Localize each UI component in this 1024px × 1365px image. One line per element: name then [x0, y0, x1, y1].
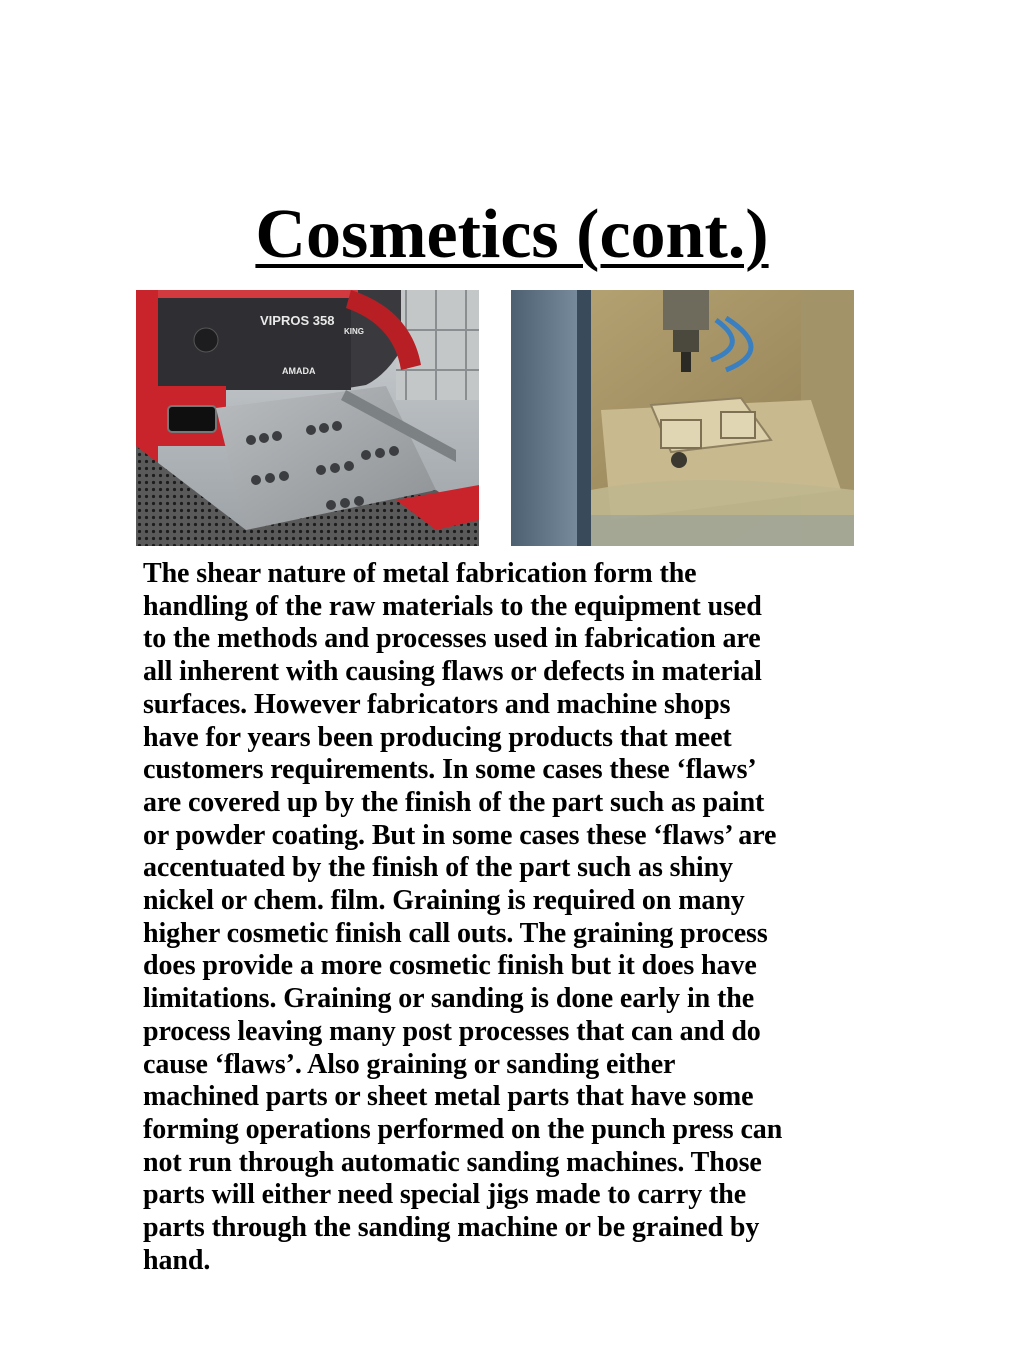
slide-title: Cosmetics (cont.): [255, 196, 769, 273]
body-line: have for years been producing products that meet: [143, 721, 732, 753]
body-line: not run through automatic sanding machines. Those: [143, 1146, 762, 1178]
body-line: are covered up by the finish of the part such as paint: [143, 786, 765, 818]
body-line: hand.: [143, 1244, 211, 1276]
body-line: surfaces. However fabricators and machine shops: [143, 688, 731, 720]
body-line: cause ‘flaws’. Also graining or sanding either: [143, 1048, 676, 1080]
king-logo-text: KING: [344, 327, 364, 336]
body-line: limitations. Graining or sanding is done early in the: [143, 983, 755, 1015]
body-line: nickel or chem. film. Graining is required on many: [143, 885, 745, 917]
body-line: to the methods and processes used in fabrication are: [143, 623, 761, 655]
body-line: parts through the sanding machine or be grained by: [143, 1212, 760, 1244]
body-line: or powder coating. But in some cases these ‘flaws’ are: [143, 819, 777, 851]
body-paragraph: [143, 558, 943, 1277]
body-line: The shear nature of metal fabrication form the: [143, 558, 697, 589]
body-line: parts will either need special jigs made to carry the: [143, 1179, 747, 1211]
cnc-mill-photo: [511, 290, 854, 546]
body-line: handling of the raw materials to the equipment used: [143, 590, 762, 622]
amada-logo-text: AMADA: [282, 366, 316, 376]
punch-press-photo: [136, 290, 479, 546]
body-line: forming operations performed on the punch press can: [143, 1113, 783, 1145]
body-line: accentuated by the finish of the part such as shiny: [143, 852, 733, 884]
body-line: customers requirements. In some cases these ‘flaws’: [143, 754, 757, 786]
body-line: process leaving many post processes that can and do: [143, 1015, 761, 1047]
body-line: does provide a more cosmetic finish but it does have: [143, 950, 757, 982]
body-line: all inherent with causing flaws or defects in material: [143, 656, 762, 688]
vipros-logo-text: VIPROS 358: [260, 313, 335, 328]
body-line: machined parts or sheet metal parts that have some: [143, 1081, 754, 1113]
body-line: higher cosmetic finish call outs. The graining process: [143, 917, 768, 949]
